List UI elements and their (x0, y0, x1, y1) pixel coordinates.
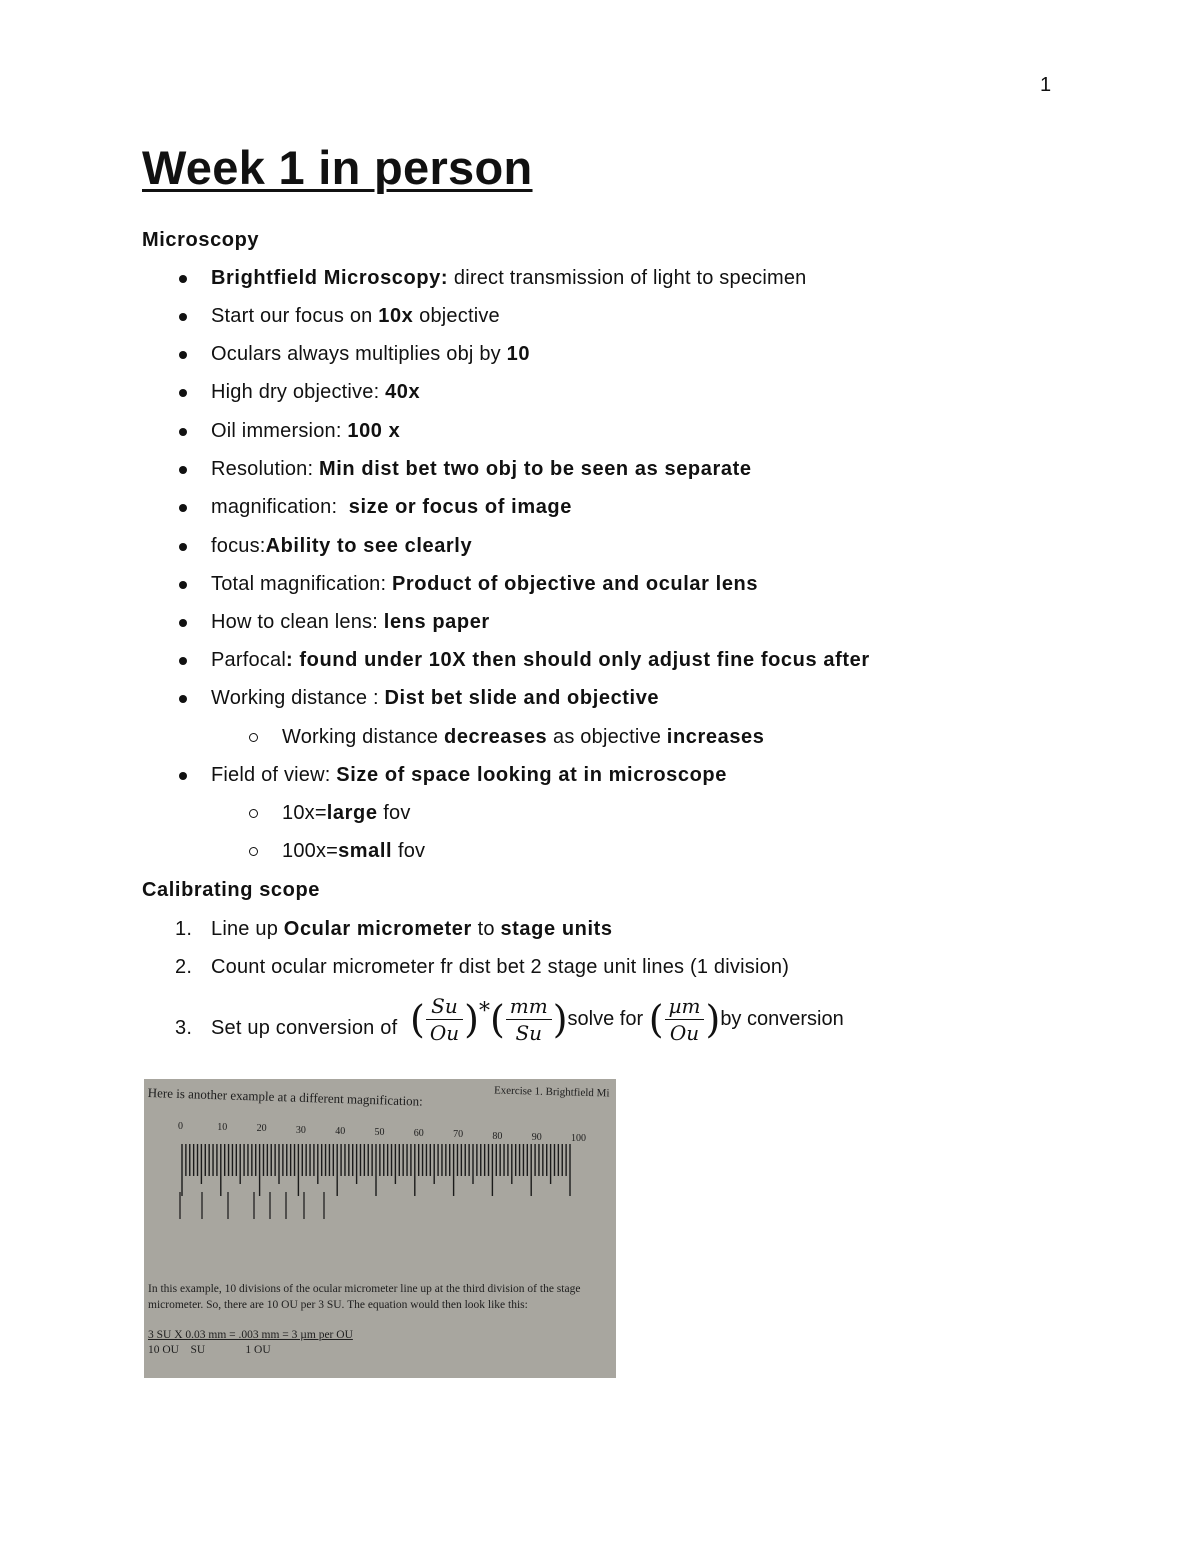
page-title: Week 1 in person (142, 141, 533, 194)
scale-label: 90 (531, 1131, 542, 1143)
bullet-icon (179, 657, 187, 665)
circle-bullet-icon (249, 809, 258, 818)
scale-label: 40 (335, 1125, 346, 1137)
bullet-icon (179, 351, 187, 359)
photo-exercise-label: Exercise 1. Brightfield Mi (493, 1084, 610, 1100)
scale-label: 60 (413, 1128, 424, 1140)
list-item: Total magnification: Product of objective and ocular lens (211, 572, 758, 596)
photo-body-line-1: In this example, 10 divisions of the ocular micrometer line up at the third division of the stage (148, 1283, 581, 1295)
bullet-icon (179, 466, 187, 474)
list-item: Oculars always multiplies obj by 10 (211, 342, 530, 366)
list-item: Working distance decreases as objective increases (282, 725, 765, 749)
fraction-su-ou: $\frac{Su}{Ou}$ (426, 995, 463, 1044)
scale-label: 100 (571, 1133, 586, 1144)
list-item: Brightfield Microscopy: direct transmission of light to specimen (211, 266, 807, 290)
list-item: 3. Set up conversion of (175, 1017, 404, 1039)
list-item: magnification: size or focus of image (211, 495, 572, 519)
photo-equation-line-1: 3 SU X 0.03 mm = .003 mm = 3 µm per OU (148, 1329, 353, 1341)
list-item: 1. Line up Ocular micrometer to stage units (175, 918, 613, 940)
calibrating-heading: Calibrating scope (142, 879, 321, 901)
bullet-icon (179, 389, 187, 397)
conversion-formula: ( $\frac{Su}{Ou}$ )*( $\frac{mm}{Su}$ )solve for ( $\frac{\text{µm}}{Ou}$ )by conversion (410, 994, 844, 1045)
list-item: focus:Ability to see clearly (211, 534, 472, 558)
bullet-icon (179, 504, 187, 512)
scale-label: 30 (295, 1124, 306, 1136)
scale-label: 70 (453, 1129, 464, 1141)
list-item: 2. Count ocular micrometer fr dist bet 2 stage unit lines (1 division) (175, 956, 790, 978)
scale-label: 10 (217, 1122, 228, 1134)
list-item: 10x=large fov (282, 801, 411, 825)
list-item: 100x=small fov (282, 839, 425, 863)
microscopy-heading: Microscopy (142, 229, 260, 251)
circle-bullet-icon (249, 847, 258, 856)
step-number: 1. (175, 918, 193, 940)
step-number: 2. (175, 956, 193, 978)
list-item: Working distance : Dist bet slide and objective (211, 686, 659, 710)
fraction-mm-su: $\frac{mm}{Su}$ (506, 995, 552, 1044)
bullet-icon (179, 772, 187, 780)
fraction-um-ou: $\frac{\text{µm}}{Ou}$ (665, 995, 705, 1044)
scale-label: 0 (178, 1121, 183, 1132)
list-item: Resolution: Min dist bet two obj to be seen as separate (211, 457, 752, 481)
list-item: High dry objective: 40x (211, 380, 420, 404)
scale-label: 80 (492, 1130, 503, 1142)
photo-body-line-2: micrometer. So, there are 10 OU per 3 SU. The equation would then look like this: (148, 1299, 528, 1311)
micrometer-photo (144, 1079, 616, 1378)
step-number: 3. (175, 1017, 193, 1039)
bullet-icon (179, 619, 187, 627)
list-item: Parfocal: found under 10X then should only adjust fine focus after (211, 648, 870, 672)
page-number: 1 (1040, 74, 1052, 96)
bullet-icon (179, 428, 187, 436)
bullet-icon (179, 581, 187, 589)
circle-bullet-icon (249, 733, 258, 742)
bullet-icon (179, 313, 187, 321)
scale-label: 20 (256, 1123, 267, 1135)
list-item: Field of view: Size of space looking at in microscope (211, 763, 727, 787)
photo-caption-top: Here is another example at a different magnification: (147, 1085, 424, 1109)
bullet-icon (179, 543, 187, 551)
bullet-icon (179, 275, 187, 283)
list-item: How to clean lens: lens paper (211, 610, 490, 634)
photo-equation-line-2: 10 OU SU 1 OU (148, 1344, 271, 1356)
list-item: Oil immersion: 100 x (211, 419, 400, 443)
scale-label: 50 (374, 1127, 385, 1138)
list-item: Start our focus on 10x objective (211, 304, 500, 328)
bullet-icon (179, 695, 187, 703)
